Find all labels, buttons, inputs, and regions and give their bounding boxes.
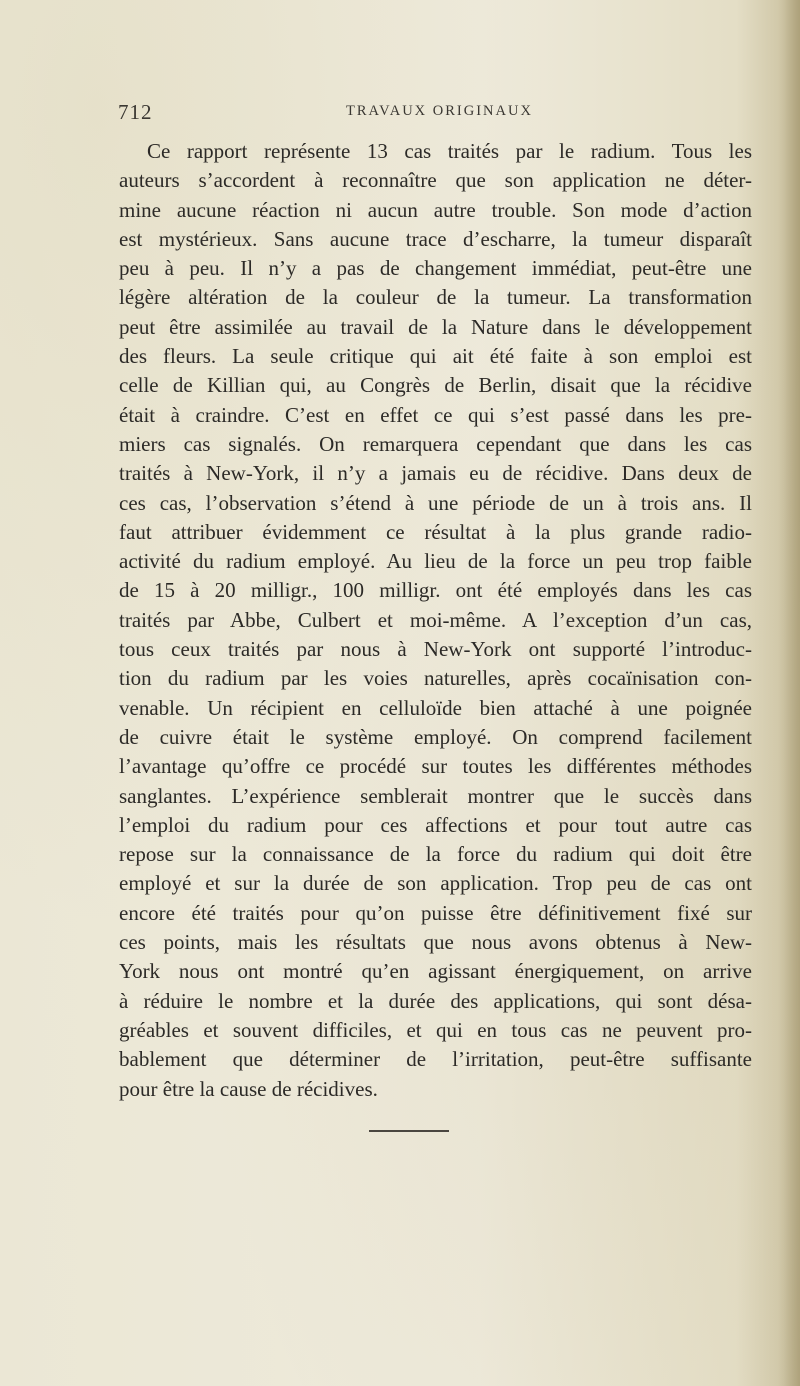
text-line: des fleurs. La seule critique qui ait été faite à son emploi est xyxy=(119,344,752,369)
text-line: ces cas, l’observation s’étend à une période de un à trois ans. Il xyxy=(119,490,752,515)
text-line: à réduire le nombre et la durée des applications, qui sont désa- xyxy=(119,988,752,1013)
text-line: mine aucune réaction ni aucun autre trouble. Son mode d’action xyxy=(119,197,752,222)
page-header xyxy=(118,100,758,124)
text-line: bablement que déterminer de l’irritation, peut-être suffisante xyxy=(119,1047,752,1072)
text-line: ces points, mais les résultats que nous avons obtenus à New- xyxy=(119,930,752,955)
text-line: pour être la cause de récidives. xyxy=(119,1076,378,1101)
text-line: York nous ont montré qu’en agissant énergiquement, on arrive xyxy=(119,959,752,984)
text-line: miers cas signalés. On remarquera cependant que dans les cas xyxy=(119,431,752,456)
text-line: tion du radium par les voies naturelles, après cocaïnisation con- xyxy=(119,666,752,691)
page-number: 712 xyxy=(118,100,153,124)
section-end-rule xyxy=(369,1130,449,1132)
text-line: est mystérieux. Sans aucune trace d’escharre, la tumeur disparaît xyxy=(119,226,752,251)
text-line: Ce rapport représente 13 cas traités par le radium. Tous les xyxy=(147,139,752,163)
text-line: celle de Killian qui, au Congrès de Berlin, disait que la récidive xyxy=(119,373,752,398)
running-title: TRAVAUX ORIGINAUX xyxy=(346,103,533,119)
text-line: de 15 à 20 milligr., 100 milligr. ont été employés dans les cas xyxy=(119,578,752,603)
text-line: employé et sur la durée de son application. Trop peu de cas ont xyxy=(119,871,752,896)
text-line: l’emploi du radium pour ces affections et pour tout autre cas xyxy=(119,812,752,837)
page-edge-shadow xyxy=(778,0,800,1386)
text-line: légère altération de la couleur de la tumeur. La transformation xyxy=(119,285,752,310)
text-line: peut être assimilée au travail de la Nature dans le développement xyxy=(119,314,752,339)
text-line: traités à New-York, il n’y a jamais eu de récidive. Dans deux de xyxy=(119,461,752,486)
text-line: faut attribuer évidemment ce résultat à la plus grande radio- xyxy=(119,519,752,544)
text-line: était à craindre. C’est en effet ce qui s’est passé dans les pre- xyxy=(119,402,752,427)
text-line: activité du radium employé. Au lieu de la force un peu trop faible xyxy=(119,549,752,574)
text-line: l’avantage qu’offre ce procédé sur toutes les différentes méthodes xyxy=(119,754,752,779)
text-line: de cuivre était le système employé. On comprend facilement xyxy=(119,724,752,749)
body-paragraph xyxy=(119,137,752,1104)
text-line: repose sur la connaissance de la force du radium qui doit être xyxy=(119,842,752,867)
text-line: traités par Abbe, Culbert et moi-même. A l’exception d’un cas, xyxy=(119,607,752,632)
text-line: venable. Un récipient en celluloïde bien attaché à une poignée xyxy=(119,695,752,720)
text-line: auteurs s’accordent à reconnaître que son application ne déter- xyxy=(119,168,752,193)
text-line: gréables et souvent difficiles, et qui en tous cas ne peuvent pro- xyxy=(119,1017,752,1042)
text-line: tous ceux traités par nous à New-York ont supporté l’introduc- xyxy=(119,637,752,662)
text-line: sanglantes. L’expérience semblerait montrer que le succès dans xyxy=(119,783,752,808)
text-line: encore été traités pour qu’on puisse être définitivement fixé sur xyxy=(119,900,752,925)
text-line: peu à peu. Il n’y a pas de changement immédiat, peut-être une xyxy=(119,256,752,281)
